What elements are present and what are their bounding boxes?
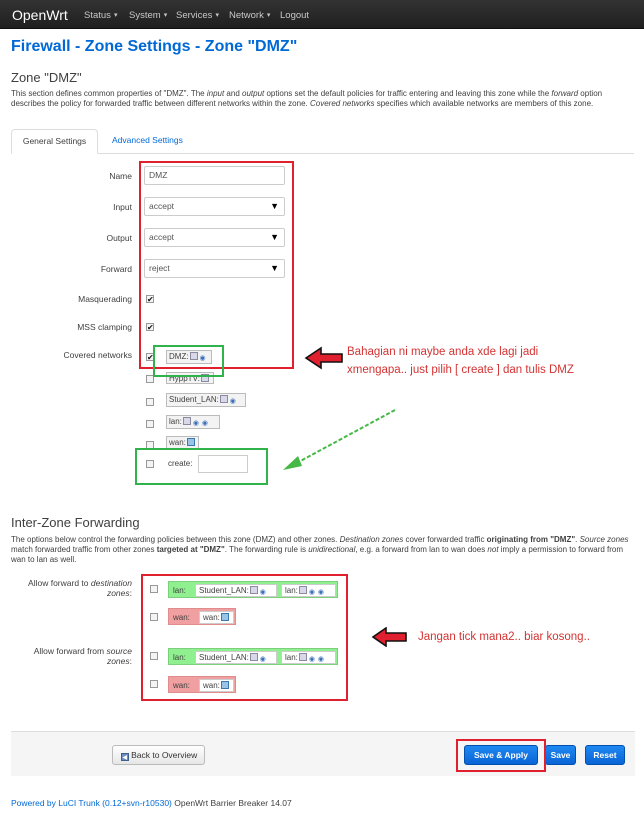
network-icon	[183, 417, 191, 425]
brand-logo[interactable]: OpenWrt	[12, 7, 68, 23]
annotation-note-interzone: Jangan tick mana2.. biar kosong..	[418, 631, 590, 643]
caret-down-icon: ▾	[163, 12, 168, 19]
input-policy-select[interactable]: accept ▼	[144, 197, 285, 216]
wifi-icon: ◉	[192, 420, 199, 427]
back-to-overview-button[interactable]: ◀ Back to Overview	[112, 745, 205, 765]
wifi-icon: ◉	[317, 589, 324, 596]
caret-down-icon: ▾	[215, 12, 219, 19]
name-label: Name	[109, 171, 132, 181]
network-chip-student-lan: Student_LAN: ◉	[166, 393, 246, 407]
wifi-icon: ◉	[308, 656, 315, 663]
network-chip-hypptv: HyppTV:	[166, 372, 214, 384]
dest-zone-wan: wan: wan:	[168, 608, 236, 625]
caret-down-icon: ▾	[113, 12, 118, 19]
zone-network-chip-student-lan: Student_LAN: ◉	[195, 651, 277, 664]
dropdown-arrow-icon: ▼	[270, 201, 279, 211]
highlight-box-red	[141, 574, 348, 701]
network-icon	[220, 395, 228, 403]
create-label: create:	[168, 459, 193, 468]
wifi-icon: ◉	[201, 420, 208, 427]
mss-clamping-checkbox[interactable]: ✔	[147, 323, 154, 332]
highlight-box-red	[456, 739, 546, 772]
menu-network[interactable]: Network ▾	[229, 10, 271, 21]
highlight-box-green	[153, 345, 224, 377]
network-chip-lan: lan: ◉ ◉	[166, 415, 220, 429]
forward-label: Forward	[100, 264, 132, 274]
zone-network-chip-wan: wan:	[199, 611, 234, 624]
wifi-icon: ◉	[259, 589, 266, 596]
wifi-icon: ◉	[317, 656, 324, 663]
annotation-arrow	[370, 627, 410, 647]
interzone-description: The options below control the forwarding policies between this zone (DMZ) and other zones. Destination zones cover forwarded traffic originating from "DMZ". Source zones match forwarded traffic from other zones targeted at "DMZ". The forwarding rule is unidirectional, e.g. a forward from lan to wan does not imply a permission to forward from wan to lan as well.	[11, 535, 629, 564]
red-arrow-left-icon	[373, 628, 406, 646]
highlight-box-red	[139, 161, 294, 369]
wifi-icon: ◉	[229, 398, 236, 405]
network-chip-wan: wan:	[166, 436, 199, 450]
interzone-title: Inter-Zone Forwarding	[11, 515, 140, 530]
output-label: Output	[106, 233, 132, 243]
tab-general-settings[interactable]: General Settings	[11, 129, 98, 154]
caret-down-icon: ▾	[266, 12, 271, 19]
save-button[interactable]: Save	[545, 745, 576, 765]
menu-services[interactable]: Services ▾	[176, 10, 219, 21]
src-zone-wan: wan: wan:	[168, 676, 236, 693]
dropdown-arrow-icon: ▼	[270, 232, 279, 242]
dropdown-arrow-icon: ▼	[270, 263, 279, 273]
tab-advanced-settings[interactable]: Advanced Settings	[112, 135, 183, 145]
masquerading-label: Masquerading	[78, 294, 132, 304]
network-checkbox-student-lan[interactable]	[146, 398, 154, 406]
section-description: This section defines common properties of "DMZ". The input and output options set the default policies for traffic entering and leaving this zone while the forward option describes the policy for forwarded traffic between different networks within the zone. Covered networks specifies which available networks are members of this zone.	[11, 89, 603, 108]
network-checkbox-dmz[interactable]: ✔	[147, 353, 154, 362]
section-title: Zone "DMZ"	[11, 70, 82, 85]
wifi-icon: ◉	[199, 355, 206, 362]
input-label: Input	[113, 202, 132, 212]
reset-button[interactable]: Reset	[585, 745, 625, 765]
src-zones-label: Allow forward from source zones:	[33, 646, 132, 666]
wifi-icon: ◉	[308, 589, 315, 596]
name-input[interactable]: DMZ	[144, 166, 285, 185]
dest-zone-lan: lan: Student_LAN: ◉ lan: ◉ ◉	[168, 581, 338, 598]
annotation-note-covered-networks: Bahagian ni maybe anda xde lagi jadi xmengapa.. just pilih [ create ] dan tulis DMZ	[347, 346, 574, 376]
covered-networks-label: Covered networks	[63, 350, 132, 360]
mss-clamping-label: MSS clamping	[77, 322, 132, 332]
tab-bar	[11, 129, 634, 154]
zone-network-chip-lan: lan: ◉ ◉	[281, 584, 336, 597]
menu-status[interactable]: Status ▾	[84, 10, 118, 21]
back-arrow-icon: ◀	[122, 755, 128, 761]
dest-zones-label: Allow forward to destination zones:	[28, 578, 132, 598]
top-navbar	[0, 0, 644, 29]
zone-network-chip-student-lan: Student_LAN: ◉	[195, 584, 277, 597]
output-policy-select[interactable]: accept ▼	[144, 228, 285, 247]
luci-link[interactable]: Powered by LuCI Trunk (0.12+svn-r10530)	[11, 798, 172, 808]
green-arrow-head-icon	[283, 456, 302, 470]
save-apply-button[interactable]: Save & Apply	[464, 745, 538, 765]
menu-system[interactable]: System ▾	[129, 10, 168, 21]
red-arrow-left-icon	[306, 348, 342, 368]
ethernet-icon	[187, 438, 195, 446]
footer: Powered by LuCI Trunk (0.12+svn-r10530) OpenWrt Barrier Breaker 14.07	[11, 798, 292, 808]
forward-policy-select[interactable]: reject ▼	[144, 259, 285, 278]
menu-logout[interactable]: Logout	[280, 10, 310, 21]
masquerading-checkbox[interactable]: ✔	[147, 295, 154, 304]
page-title: Firewall - Zone Settings - Zone "DMZ"	[11, 38, 298, 55]
zone-network-chip-lan: lan: ◉ ◉	[281, 651, 336, 664]
highlight-box-green	[135, 448, 268, 485]
src-zone-lan: lan: Student_LAN: ◉ lan: ◉ ◉	[168, 648, 338, 665]
network-checkbox-lan[interactable]	[146, 420, 154, 428]
green-arrow-line	[293, 410, 395, 465]
zone-network-chip-wan: wan:	[199, 679, 234, 692]
network-chip-dmz: DMZ: ◉	[166, 350, 212, 364]
wifi-icon: ◉	[259, 656, 266, 663]
